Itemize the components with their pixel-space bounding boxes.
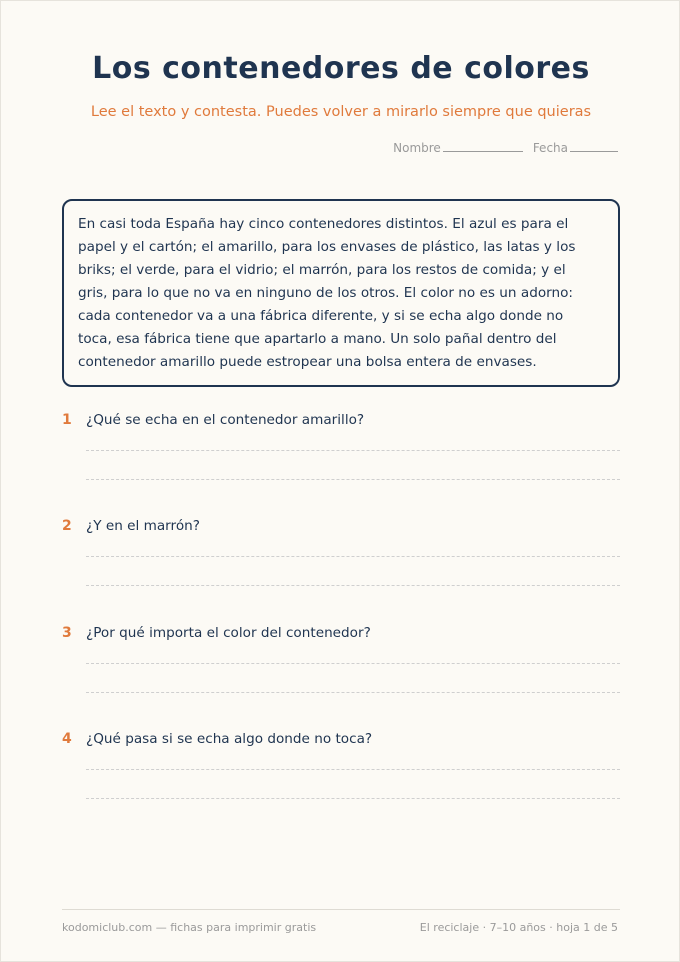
- name-field[interactable]: [393, 140, 523, 155]
- answer-line[interactable]: [86, 585, 620, 586]
- question-text: ¿Qué se echa en el contenedor amarillo?: [86, 412, 365, 428]
- footer-page-info: El reciclaje · 7–10 años · hoja 1 de 5: [419, 921, 618, 934]
- name-blank[interactable]: [443, 140, 523, 152]
- reading-line: cada contenedor va a una fábrica diferente, y si se echa algo donde no: [78, 308, 564, 324]
- reading-line: En casi toda España hay cinco contenedores distintos. El azul es para el: [78, 216, 569, 232]
- footer-site-link[interactable]: kodomiclub.com — fichas para imprimir gratis: [62, 921, 317, 934]
- answer-line[interactable]: [86, 663, 620, 664]
- date-blank[interactable]: [570, 140, 618, 152]
- page-subtitle: Lee el texto y contesta. Puedes volver a mirarlo siempre que quieras: [90, 104, 592, 120]
- answer-line[interactable]: [86, 479, 620, 480]
- question-text: ¿Por qué importa el color del contenedor?: [86, 625, 371, 641]
- answer-line[interactable]: [86, 450, 620, 451]
- date-label: Fecha: [532, 141, 568, 155]
- question-text: ¿Y en el marrón?: [86, 518, 200, 534]
- question-3: [62, 625, 620, 705]
- reading-line: toca, esa fábrica tiene que apartarlo a mano. Un solo pañal dentro del: [78, 331, 557, 347]
- reading-line: contenedor amarillo puede estropear una bolsa entera de envases.: [78, 354, 537, 370]
- question-number: 1: [62, 412, 72, 428]
- page-title: Los contenedores de colores: [92, 51, 590, 86]
- question-1: [62, 412, 620, 492]
- question-text: ¿Qué pasa si se echa algo donde no toca?: [86, 731, 373, 747]
- answer-line[interactable]: [86, 556, 620, 557]
- question-number: 3: [62, 625, 72, 641]
- question-number: 2: [62, 518, 72, 534]
- footer-divider: [62, 909, 620, 910]
- reading-line: briks; el verde, para el vidrio; el marrón, para los restos de comida; y el: [78, 262, 566, 278]
- answer-line[interactable]: [86, 692, 620, 693]
- name-date-fields: [393, 140, 618, 155]
- question-number: 4: [62, 731, 72, 747]
- question-4: [62, 731, 620, 811]
- date-field[interactable]: [533, 140, 618, 155]
- answer-line[interactable]: [86, 798, 620, 799]
- reading-text-box: [62, 199, 620, 387]
- reading-line: gris, para lo que no va en ninguno de los otros. El color no es un adorno:: [78, 285, 573, 301]
- answer-line[interactable]: [86, 769, 620, 770]
- question-2: [62, 518, 620, 598]
- name-label: Nombre: [393, 141, 441, 155]
- reading-line: papel y el cartón; el amarillo, para los envases de plástico, las latas y los: [78, 239, 576, 255]
